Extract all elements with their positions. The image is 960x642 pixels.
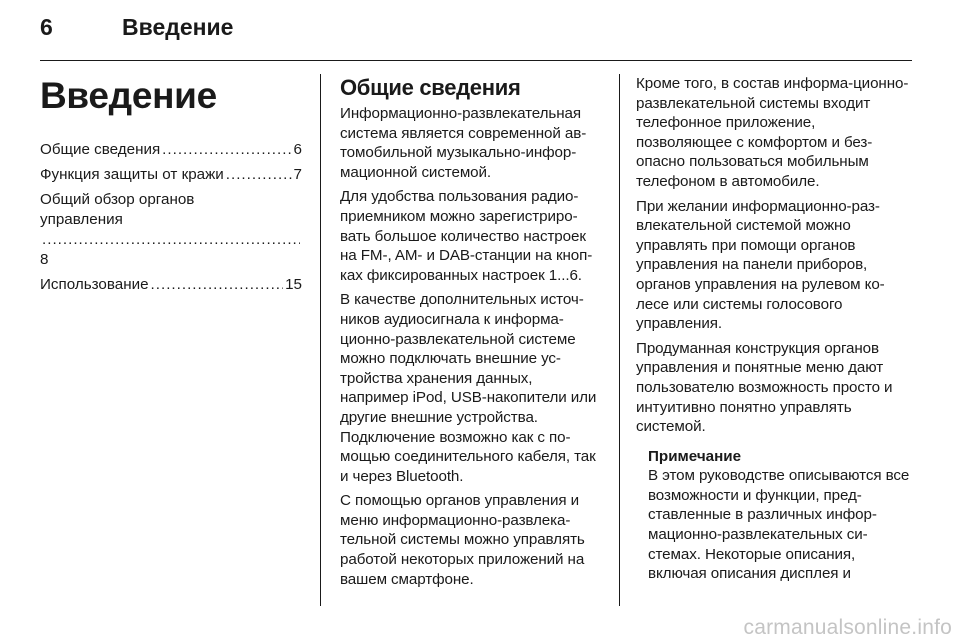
body-paragraph: Продуманная конструкция органов управления и понятные меню дают пользователю возможность просто и интуитивно понятно управлять системой.	[636, 339, 893, 436]
body-paragraph: С помощью органов управления и меню информационно-развлека-тельной системы можно управлять работой некоторых приложений на вашем смартфоне.	[340, 492, 585, 588]
toc-leader	[226, 165, 292, 185]
toc-page: 7	[293, 166, 302, 183]
toc-page: 15	[285, 276, 302, 293]
body-paragraph: При желании информационно-раз-влекательной системой можно управлять при помощи органов управления на панели приборов, органов управления на рулевом ко-лесе или системы голосового управления.	[636, 197, 885, 333]
toc-label-continued: управления	[40, 211, 123, 228]
header-rule	[40, 60, 912, 61]
body-paragraph: Для удобства пользования радио-приемником можно зарегистриро-вать большое количество настроек на FM-, AM- и DAB-станции на кноп-ках фиксированных настроек 1...6.	[340, 188, 593, 284]
column-divider-right	[619, 74, 620, 606]
note-text: В этом руководстве описываются все возможности и функции, пред-ставленные в различных инфор-мационно-развлекательных си-стемах. Некоторые описания, включая описания дисплея и	[648, 467, 910, 583]
table-of-contents	[40, 140, 302, 295]
toc-entry[interactable]	[40, 165, 302, 185]
body-paragraph: В качестве дополнительных источ-ников аудиосигнала к информа-ционно-развлекательной системе можно подключать внешние ус-тройства хранения данных, например iPod, USB-накопители или другие внешние устройства. Подключение возможно как с по-мощью соединительного кабеля, так и через Bluetooth.	[340, 291, 597, 485]
toc-label: Функция защиты от кражи	[40, 166, 224, 183]
note-box	[648, 447, 912, 584]
left-column	[40, 74, 302, 300]
chapter-title: Введение	[40, 75, 217, 116]
body-paragraph: Информационно-развлекательная система является современной ав-томобильной музыкально-инфор-мационной системой.	[340, 105, 587, 181]
middle-column	[340, 74, 602, 594]
page-header	[40, 14, 233, 54]
toc-entry[interactable]	[40, 275, 302, 295]
toc-entry[interactable]	[40, 140, 302, 160]
toc-label: Использование	[40, 276, 149, 293]
toc-leader	[151, 275, 284, 295]
body-paragraph: Кроме того, в состав информа-ционно-развлекательной системы входит телефонное приложение, позволяющее с комфортом и без-опасно пользоваться мобильным телефоном в автомобиле.	[636, 75, 909, 190]
note-title: Примечание	[648, 447, 742, 465]
toc-label: Общий обзор органов	[40, 191, 195, 208]
toc-entry[interactable]	[40, 190, 302, 270]
running-title: Введение	[122, 14, 234, 40]
toc-leader	[162, 140, 291, 160]
toc-label: Общие сведения	[40, 141, 161, 158]
page-number: 6	[40, 14, 53, 40]
column-divider-left	[320, 74, 321, 606]
toc-page: 6	[293, 141, 302, 158]
section-title: Общие сведения	[340, 75, 521, 100]
toc-leader	[42, 230, 300, 250]
watermark: carmanualsonline.info	[743, 616, 952, 639]
toc-page: 8	[40, 251, 49, 268]
right-column	[636, 74, 912, 589]
